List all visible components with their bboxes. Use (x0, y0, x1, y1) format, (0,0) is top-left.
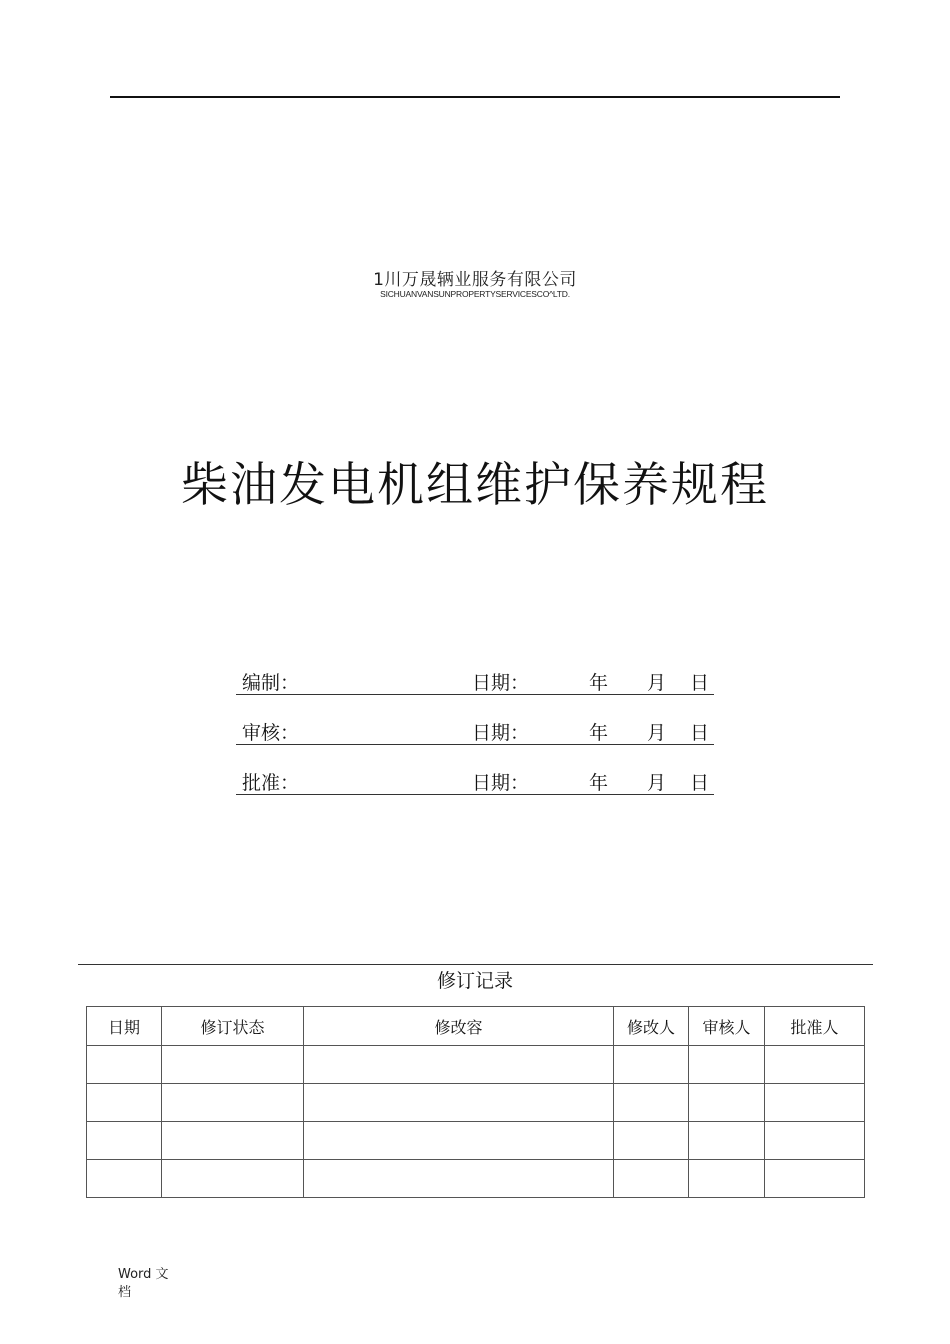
day-label: 日 (690, 722, 710, 744)
revision-title: 修订记录 (436, 970, 513, 992)
table-cell (689, 1046, 765, 1084)
header-revision-status: 修订状态 (162, 1007, 304, 1046)
table-row (87, 1046, 865, 1084)
footer-line-1: Word 文 (118, 1267, 169, 1282)
table-cell (162, 1046, 304, 1084)
table-cell (162, 1122, 304, 1160)
company-name-en: SICHUANVANSUNPROPERTYSERVICESCO^LTD. (380, 289, 570, 299)
table-cell (87, 1084, 162, 1122)
signature-row-approve (236, 766, 714, 795)
table-cell (304, 1160, 614, 1198)
year-label: 年 (589, 772, 609, 794)
year-label: 年 (589, 672, 609, 694)
table-cell (765, 1046, 865, 1084)
table-row (87, 1160, 865, 1198)
table-cell (689, 1084, 765, 1122)
table-cell (689, 1160, 765, 1198)
day-label: 日 (690, 772, 710, 794)
footer-note (118, 1266, 178, 1302)
table-cell (304, 1122, 614, 1160)
year-label: 年 (589, 722, 609, 744)
table-cell (87, 1122, 162, 1160)
header-reviewer: 审核人 (689, 1007, 765, 1046)
table-cell (765, 1160, 865, 1198)
header-date: 日期 (87, 1007, 162, 1046)
table-row (87, 1122, 865, 1160)
table-cell (87, 1046, 162, 1084)
date-label: 日期： (472, 772, 530, 794)
table-cell (304, 1046, 614, 1084)
footer-line-2: 档 (118, 1285, 132, 1300)
signature-row-review (236, 716, 714, 745)
header-approver: 批准人 (765, 1007, 865, 1046)
signature-label: 编制： (242, 672, 300, 694)
table-row (87, 1084, 865, 1122)
month-label: 月 (647, 672, 667, 694)
month-label: 月 (647, 772, 667, 794)
table-cell (765, 1084, 865, 1122)
document-title: 柴油发电机组维护保养规程 (181, 458, 769, 513)
table-cell (689, 1122, 765, 1160)
revision-table (86, 1006, 865, 1198)
table-cell (87, 1160, 162, 1198)
header-content: 修改容 (304, 1007, 614, 1046)
month-label: 月 (647, 722, 667, 744)
signature-label: 审核： (242, 722, 300, 744)
date-label: 日期： (472, 722, 530, 744)
table-cell (304, 1084, 614, 1122)
table-cell (765, 1122, 865, 1160)
table-cell (614, 1122, 689, 1160)
header-rule (110, 96, 840, 98)
day-label: 日 (690, 672, 710, 694)
signature-row-compile (236, 666, 714, 695)
table-cell (614, 1084, 689, 1122)
table-header-row (87, 1007, 865, 1046)
revision-rule (78, 964, 873, 965)
table-cell (162, 1084, 304, 1122)
company-name-cn: 1川万晟辆业服务有限公司 (373, 270, 577, 290)
signature-label: 批准： (242, 772, 300, 794)
table-cell (162, 1160, 304, 1198)
table-cell (614, 1046, 689, 1084)
date-label: 日期： (472, 672, 530, 694)
table-cell (614, 1160, 689, 1198)
header-modifier: 修改人 (614, 1007, 689, 1046)
